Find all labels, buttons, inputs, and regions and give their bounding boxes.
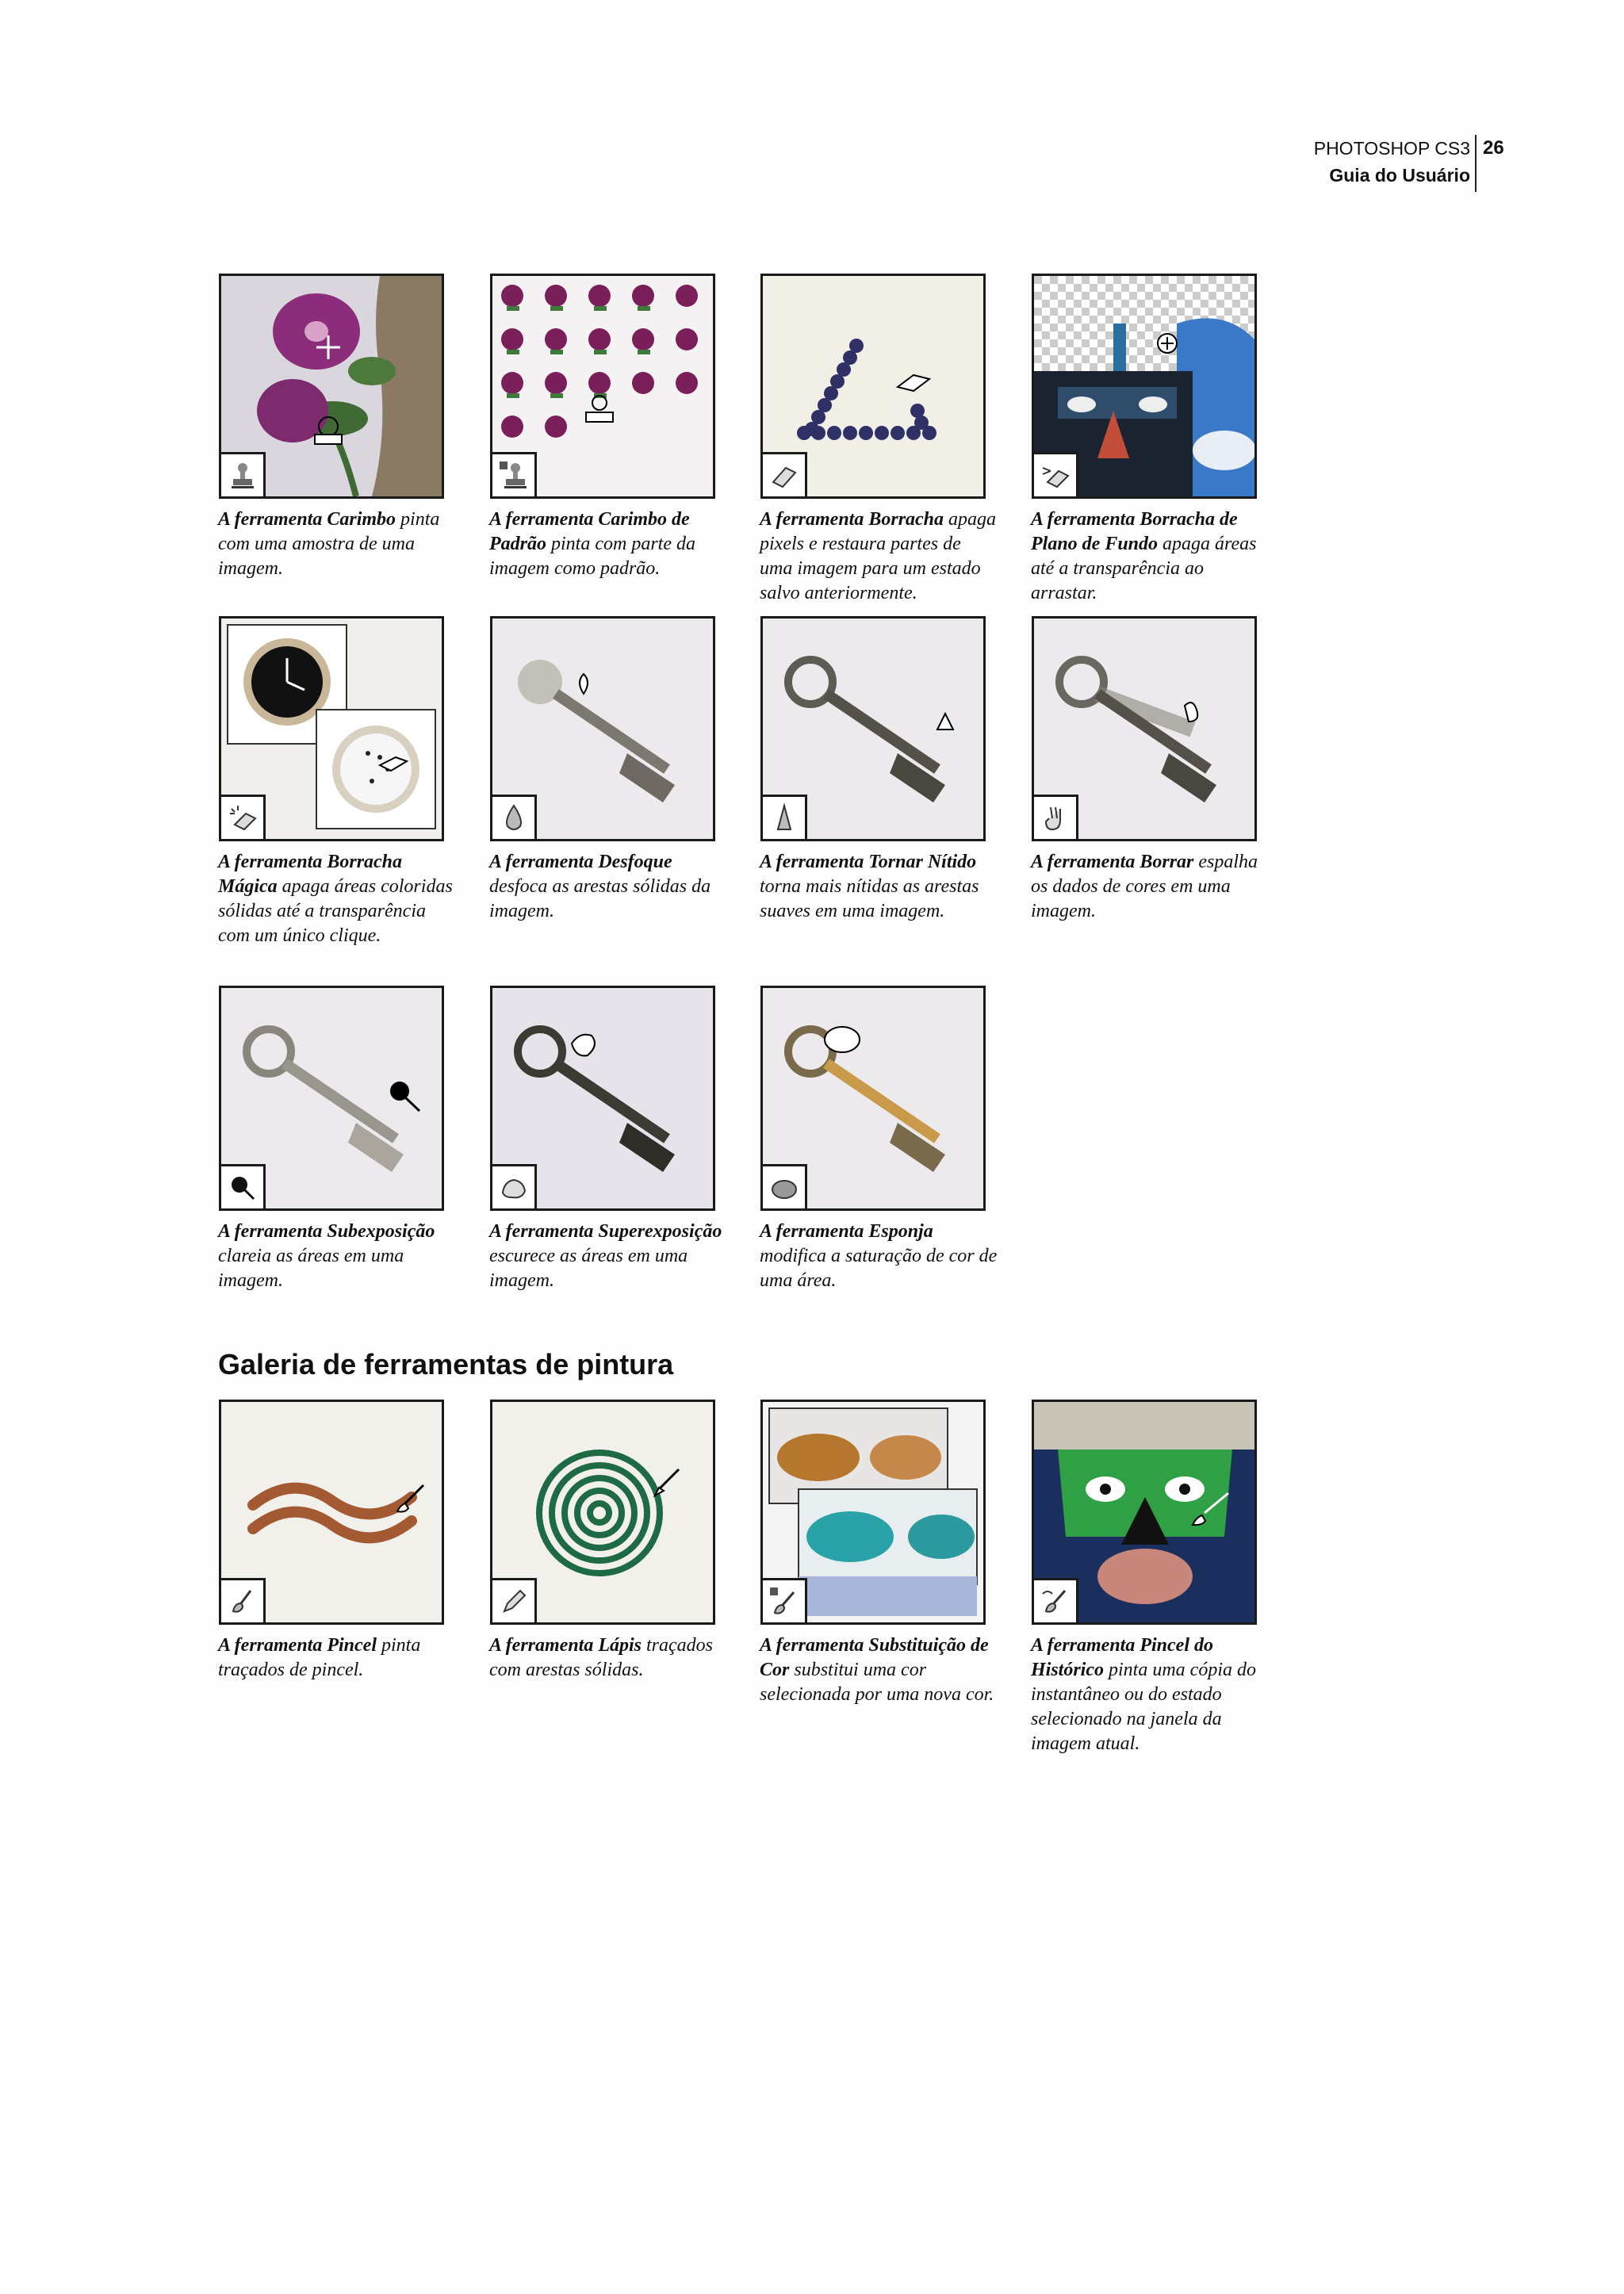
magic-eraser-icon	[221, 795, 266, 839]
blur-image	[490, 616, 715, 841]
dodge-image	[219, 986, 444, 1211]
caption-dodge: A ferramenta Subexposição clareia as áreas em uma imagem.	[218, 1221, 435, 1291]
guide-name: Guia do Usuário	[1329, 165, 1470, 186]
brush-image	[219, 1400, 444, 1625]
eraser-icon	[763, 452, 807, 496]
sharpen-image	[760, 616, 986, 841]
clone-stamp-image	[219, 274, 444, 499]
caption-sponge: A ferramenta Esponja modifica a saturação de cor de uma área.	[760, 1221, 998, 1291]
smudge-icon	[1034, 795, 1078, 839]
burn-icon	[492, 1164, 537, 1208]
caption-burn: A ferramenta Superexposição escurece as áreas em uma imagem.	[489, 1221, 722, 1291]
section-title: Galeria de ferramentas de pintura	[218, 1348, 674, 1381]
caption-smudge: A ferramenta Borrar espalha os dados de cores em uma imagem.	[1031, 852, 1258, 921]
blur-icon	[492, 795, 537, 839]
caption-clone-stamp: A ferramenta Carimbo pinta com uma amostra de uma imagem.	[218, 509, 440, 579]
sponge-image	[760, 986, 986, 1211]
brush-icon	[221, 1578, 266, 1622]
caption-magic-eraser: A ferramenta Borracha Mágica apaga áreas coloridas sólidas até a transparência com um único clique.	[218, 852, 453, 946]
caption-sharpen: A ferramenta Tornar Nítido torna mais nítidas as arestas suaves em uma imagem.	[760, 852, 979, 921]
color-replacement-image	[760, 1400, 986, 1625]
caption-history-brush: A ferramenta Pincel do Histórico pinta uma cópia do instantâneo ou do estado selecionado na janela da imagem atual.	[1031, 1635, 1257, 1754]
magic-eraser-image	[219, 616, 444, 841]
color-replacement-icon	[763, 1578, 807, 1622]
caption-pattern-stamp: A ferramenta Carimbo de Padrão pinta com parte da imagem como padrão.	[489, 509, 695, 579]
smudge-image	[1032, 616, 1257, 841]
pencil-image	[490, 1400, 715, 1625]
clone-stamp-icon	[221, 452, 266, 496]
background-eraser-icon	[1034, 452, 1078, 496]
pattern-stamp-icon	[492, 452, 537, 496]
caption-background-eraser: A ferramenta Borracha de Plano de Fundo apaga áreas até a transparência ao arrastar.	[1031, 509, 1257, 603]
burn-image	[490, 986, 715, 1211]
pencil-icon	[492, 1578, 537, 1622]
background-eraser-image	[1032, 274, 1257, 499]
pattern-stamp-image	[490, 274, 715, 499]
sharpen-icon	[763, 795, 807, 839]
history-brush-icon	[1034, 1578, 1078, 1622]
running-header	[1313, 135, 1504, 189]
caption-eraser: A ferramenta Borracha apaga pixels e restaura partes de uma imagem para um estado salvo anteriormente.	[760, 509, 997, 603]
sponge-icon	[763, 1164, 807, 1208]
caption-pencil: A ferramenta Lápis traçados com arestas sólidas.	[489, 1635, 714, 1680]
caption-blur: A ferramenta Desfoque desfoca as arestas sólidas da imagem.	[489, 852, 711, 921]
caption-color-replacement: A ferramenta Substituição de Cor substitui uma cor selecionada por uma nova cor.	[760, 1635, 994, 1705]
product-name: PHOTOSHOP CS3	[1313, 138, 1470, 159]
page-number: 26	[1475, 135, 1504, 192]
dodge-icon	[221, 1164, 266, 1208]
history-brush-image	[1032, 1400, 1257, 1625]
eraser-image	[760, 274, 986, 499]
caption-brush: A ferramenta Pincel pinta traçados de pincel.	[218, 1635, 421, 1680]
